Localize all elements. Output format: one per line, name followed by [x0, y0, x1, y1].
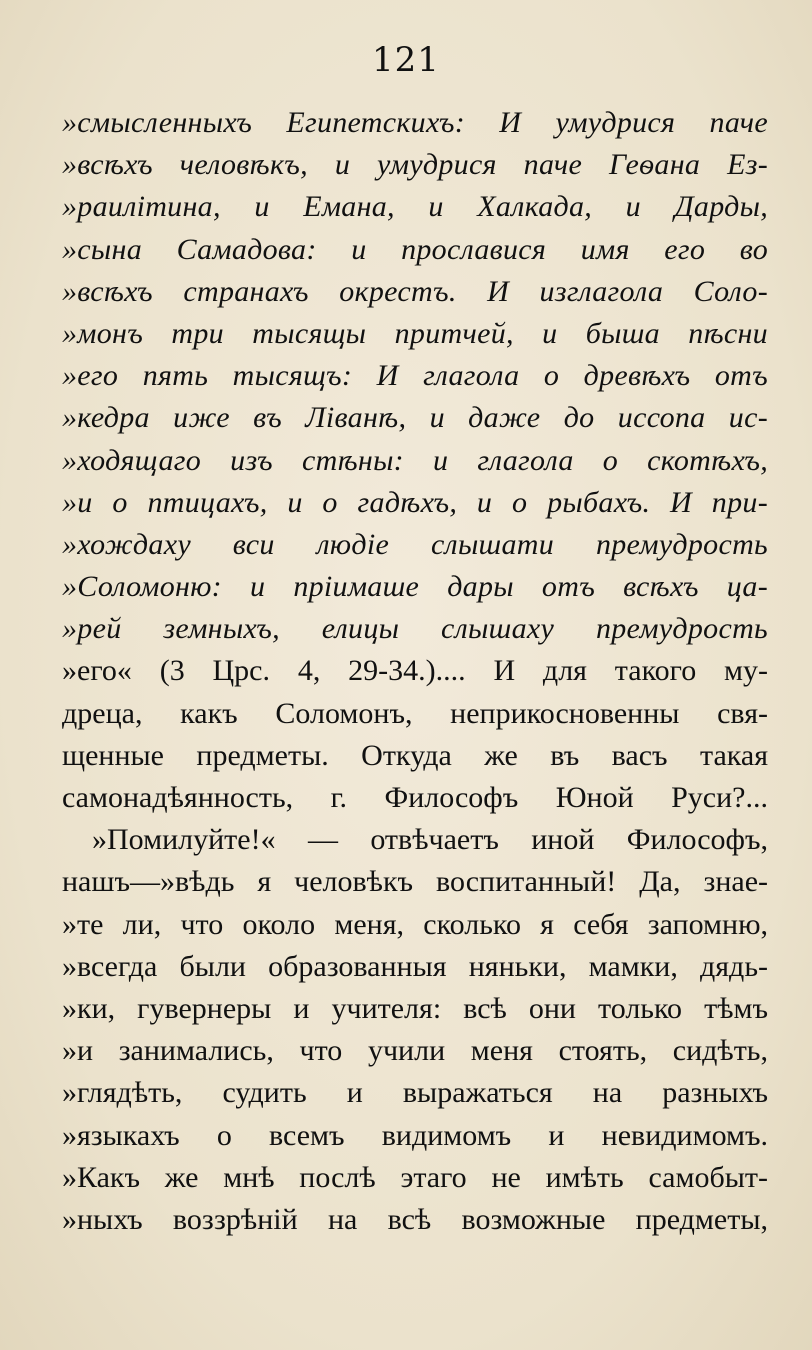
text-line-4: »сына Самадова: и прославися имя его во [62, 232, 768, 266]
text-line-23: »и занимались, что учили меня стоять, сидѣть, [62, 1034, 768, 1068]
text-line-21: »всегда были образованныя няньки, мамки, дядь- [62, 949, 768, 983]
text-line-9: »ходящаго изъ стѣны: и глагола о скотѣхъ, [62, 443, 768, 477]
text-line-24: »глядѣть, судить и выражаться на разныхъ [62, 1076, 768, 1110]
body-text [62, 102, 768, 1241]
text-line-25: »языкахъ о всемъ видимомъ и невидимомъ. [62, 1118, 768, 1152]
text-line-17: самонадѣянность, г. Философъ Юной Руси?... [62, 781, 768, 814]
text-line-3: »раилітина, и Емана, и Халкада, и Дарды, [62, 190, 768, 224]
text-line-6: »монъ три тысящы притчей, и быша пѣсни [62, 316, 768, 350]
text-line-1: »смысленныхъ Египетскихъ: И умудрися паче [62, 106, 768, 139]
text-line-27: »ныхъ воззрѣній на всѣ возможные предметы, [62, 1202, 768, 1236]
text-line-20: »те ли, что около меня, сколько я себя запомню, [62, 907, 768, 941]
text-line-11: »хождаху вси людіе слышати премудрость [62, 527, 768, 561]
text-line-18: »Помилуйте!« — отвѣчаетъ иной Философъ, [92, 823, 768, 857]
text-line-26: »Какъ же мнѣ послѣ этаго не имѣть самобыт- [62, 1160, 768, 1194]
text-line-15: дреца, какъ Соломонъ, неприкосновенны свя- [62, 696, 768, 730]
page-number: 121 [372, 40, 440, 80]
text-line-19: нашъ—»вѣдь я человѣкъ воспитанный! Да, знае- [62, 865, 768, 899]
text-line-22: »ки, гувернеры и учителя: всѣ они только тѣмъ [62, 991, 768, 1025]
text-line-5: »всѣхъ странахъ окрестъ. И изглагола Соло- [62, 274, 768, 308]
text-line-8: »кедра иже въ Ліванѣ, и даже до иссопа ис- [62, 401, 768, 435]
text-line-7: »его пять тысящъ: И глагола о древѣхъ отъ [62, 359, 768, 393]
text-line-16: щенные предметы. Откуда же въ васъ такая [62, 738, 768, 772]
text-line-12: »Соломоню: и пріимаше дары отъ всѣхъ ца- [62, 570, 768, 604]
text-line-14: »его« (3 Црс. 4, 29-34.).... И для такого му- [62, 654, 768, 688]
text-line-10: »и о птицахъ, и о гадѣхъ, и о рыбахъ. И при- [62, 485, 768, 519]
text-line-2: »всѣхъ человѣкъ, и умудрися паче Геѳана Ез- [62, 148, 768, 182]
text-line-13: »рей земныхъ, елицы слышаху премудрость [62, 612, 768, 646]
